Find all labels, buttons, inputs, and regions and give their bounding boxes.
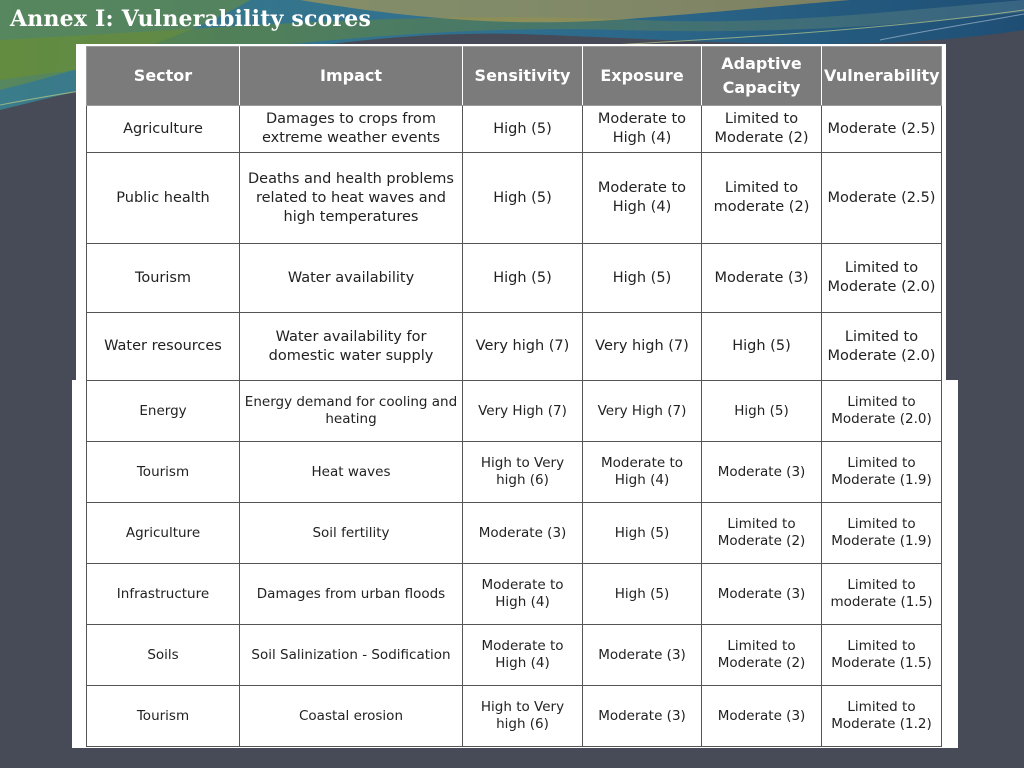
cell-vulnerability: Limited to Moderate (2.0): [822, 313, 942, 381]
col-header-sensitivity: Sensitivity: [463, 47, 583, 106]
cell-impact: Heat waves: [240, 442, 463, 503]
cell-adaptive-capacity: High (5): [702, 313, 822, 381]
table-row: [87, 442, 942, 503]
cell-sector: Agriculture: [87, 503, 240, 564]
cell-adaptive-capacity: Moderate (3): [702, 686, 822, 747]
cell-sector: Water resources: [87, 313, 240, 381]
cell-sensitivity: Very high (7): [463, 313, 583, 381]
col-header-vulnerability: Vulnerability: [822, 47, 942, 106]
cell-exposure: Moderate to High (4): [583, 442, 702, 503]
cell-adaptive-capacity: Limited to Moderate (2): [702, 503, 822, 564]
cell-impact: Damages from urban floods: [240, 564, 463, 625]
cell-impact: Soil fertility: [240, 503, 463, 564]
cell-impact: Deaths and health problems related to heat waves and high temperatures: [240, 153, 463, 244]
cell-impact: Water availability: [240, 244, 463, 313]
cell-adaptive-capacity: Limited to moderate (2): [702, 153, 822, 244]
cell-exposure: Moderate (3): [583, 686, 702, 747]
cell-sensitivity: High (5): [463, 244, 583, 313]
cell-sector: Soils: [87, 625, 240, 686]
cell-adaptive-capacity: Limited to Moderate (2): [702, 106, 822, 153]
cell-impact: Damages to crops from extreme weather events: [240, 106, 463, 153]
cell-sensitivity: Moderate to High (4): [463, 625, 583, 686]
col-header-exposure: Exposure: [583, 47, 702, 106]
cell-vulnerability: Limited to Moderate (2.0): [822, 244, 942, 313]
cell-adaptive-capacity: Moderate (3): [702, 442, 822, 503]
cell-sector: Energy: [87, 381, 240, 442]
cell-vulnerability: Limited to Moderate (1.2): [822, 686, 942, 747]
table-row: [87, 381, 942, 442]
cell-exposure: Moderate (3): [583, 625, 702, 686]
table-row: [87, 564, 942, 625]
cell-sector: Agriculture: [87, 106, 240, 153]
cell-vulnerability: Moderate (2.5): [822, 153, 942, 244]
table-row: [87, 106, 942, 153]
table-row: [87, 313, 942, 381]
cell-vulnerability: Limited to Moderate (1.9): [822, 442, 942, 503]
cell-sensitivity: High (5): [463, 153, 583, 244]
cell-vulnerability: Limited to moderate (1.5): [822, 564, 942, 625]
cell-sector: Infrastructure: [87, 564, 240, 625]
cell-vulnerability: Limited to Moderate (2.0): [822, 381, 942, 442]
cell-impact: Energy demand for cooling and heating: [240, 381, 463, 442]
cell-adaptive-capacity: High (5): [702, 381, 822, 442]
cell-sensitivity: Moderate to High (4): [463, 564, 583, 625]
cell-adaptive-capacity: Moderate (3): [702, 564, 822, 625]
cell-sensitivity: High (5): [463, 106, 583, 153]
slide-title: Annex I: Vulnerability scores: [10, 6, 372, 32]
cell-exposure: Moderate to High (4): [583, 106, 702, 153]
cell-impact: Water availability for domestic water supply: [240, 313, 463, 381]
cell-sector: Public health: [87, 153, 240, 244]
cell-sensitivity: Very High (7): [463, 381, 583, 442]
cell-impact: Coastal erosion: [240, 686, 463, 747]
cell-sensitivity: Moderate (3): [463, 503, 583, 564]
cell-exposure: High (5): [583, 244, 702, 313]
table-row: [87, 625, 942, 686]
table-row: [87, 503, 942, 564]
cell-exposure: High (5): [583, 564, 702, 625]
cell-sensitivity: High to Very high (6): [463, 442, 583, 503]
table-row: [87, 686, 942, 747]
table-header-row: [87, 47, 942, 106]
col-header-impact: Impact: [240, 47, 463, 106]
cell-vulnerability: Moderate (2.5): [822, 106, 942, 153]
cell-sector: Tourism: [87, 442, 240, 503]
cell-adaptive-capacity: Moderate (3): [702, 244, 822, 313]
table-row: [87, 244, 942, 313]
cell-vulnerability: Limited to Moderate (1.5): [822, 625, 942, 686]
cell-exposure: High (5): [583, 503, 702, 564]
cell-exposure: Moderate to High (4): [583, 153, 702, 244]
cell-sensitivity: High to Very high (6): [463, 686, 583, 747]
table-row: [87, 153, 942, 244]
cell-exposure: Very high (7): [583, 313, 702, 381]
cell-impact: Soil Salinization - Sodification: [240, 625, 463, 686]
vulnerability-table: [86, 46, 942, 747]
cell-vulnerability: Limited to Moderate (1.9): [822, 503, 942, 564]
col-header-sector: Sector: [87, 47, 240, 106]
col-header-adaptive-capacity: Adaptive Capacity: [702, 47, 822, 106]
cell-sector: Tourism: [87, 244, 240, 313]
cell-sector: Tourism: [87, 686, 240, 747]
cell-exposure: Very High (7): [583, 381, 702, 442]
cell-adaptive-capacity: Limited to Moderate (2): [702, 625, 822, 686]
